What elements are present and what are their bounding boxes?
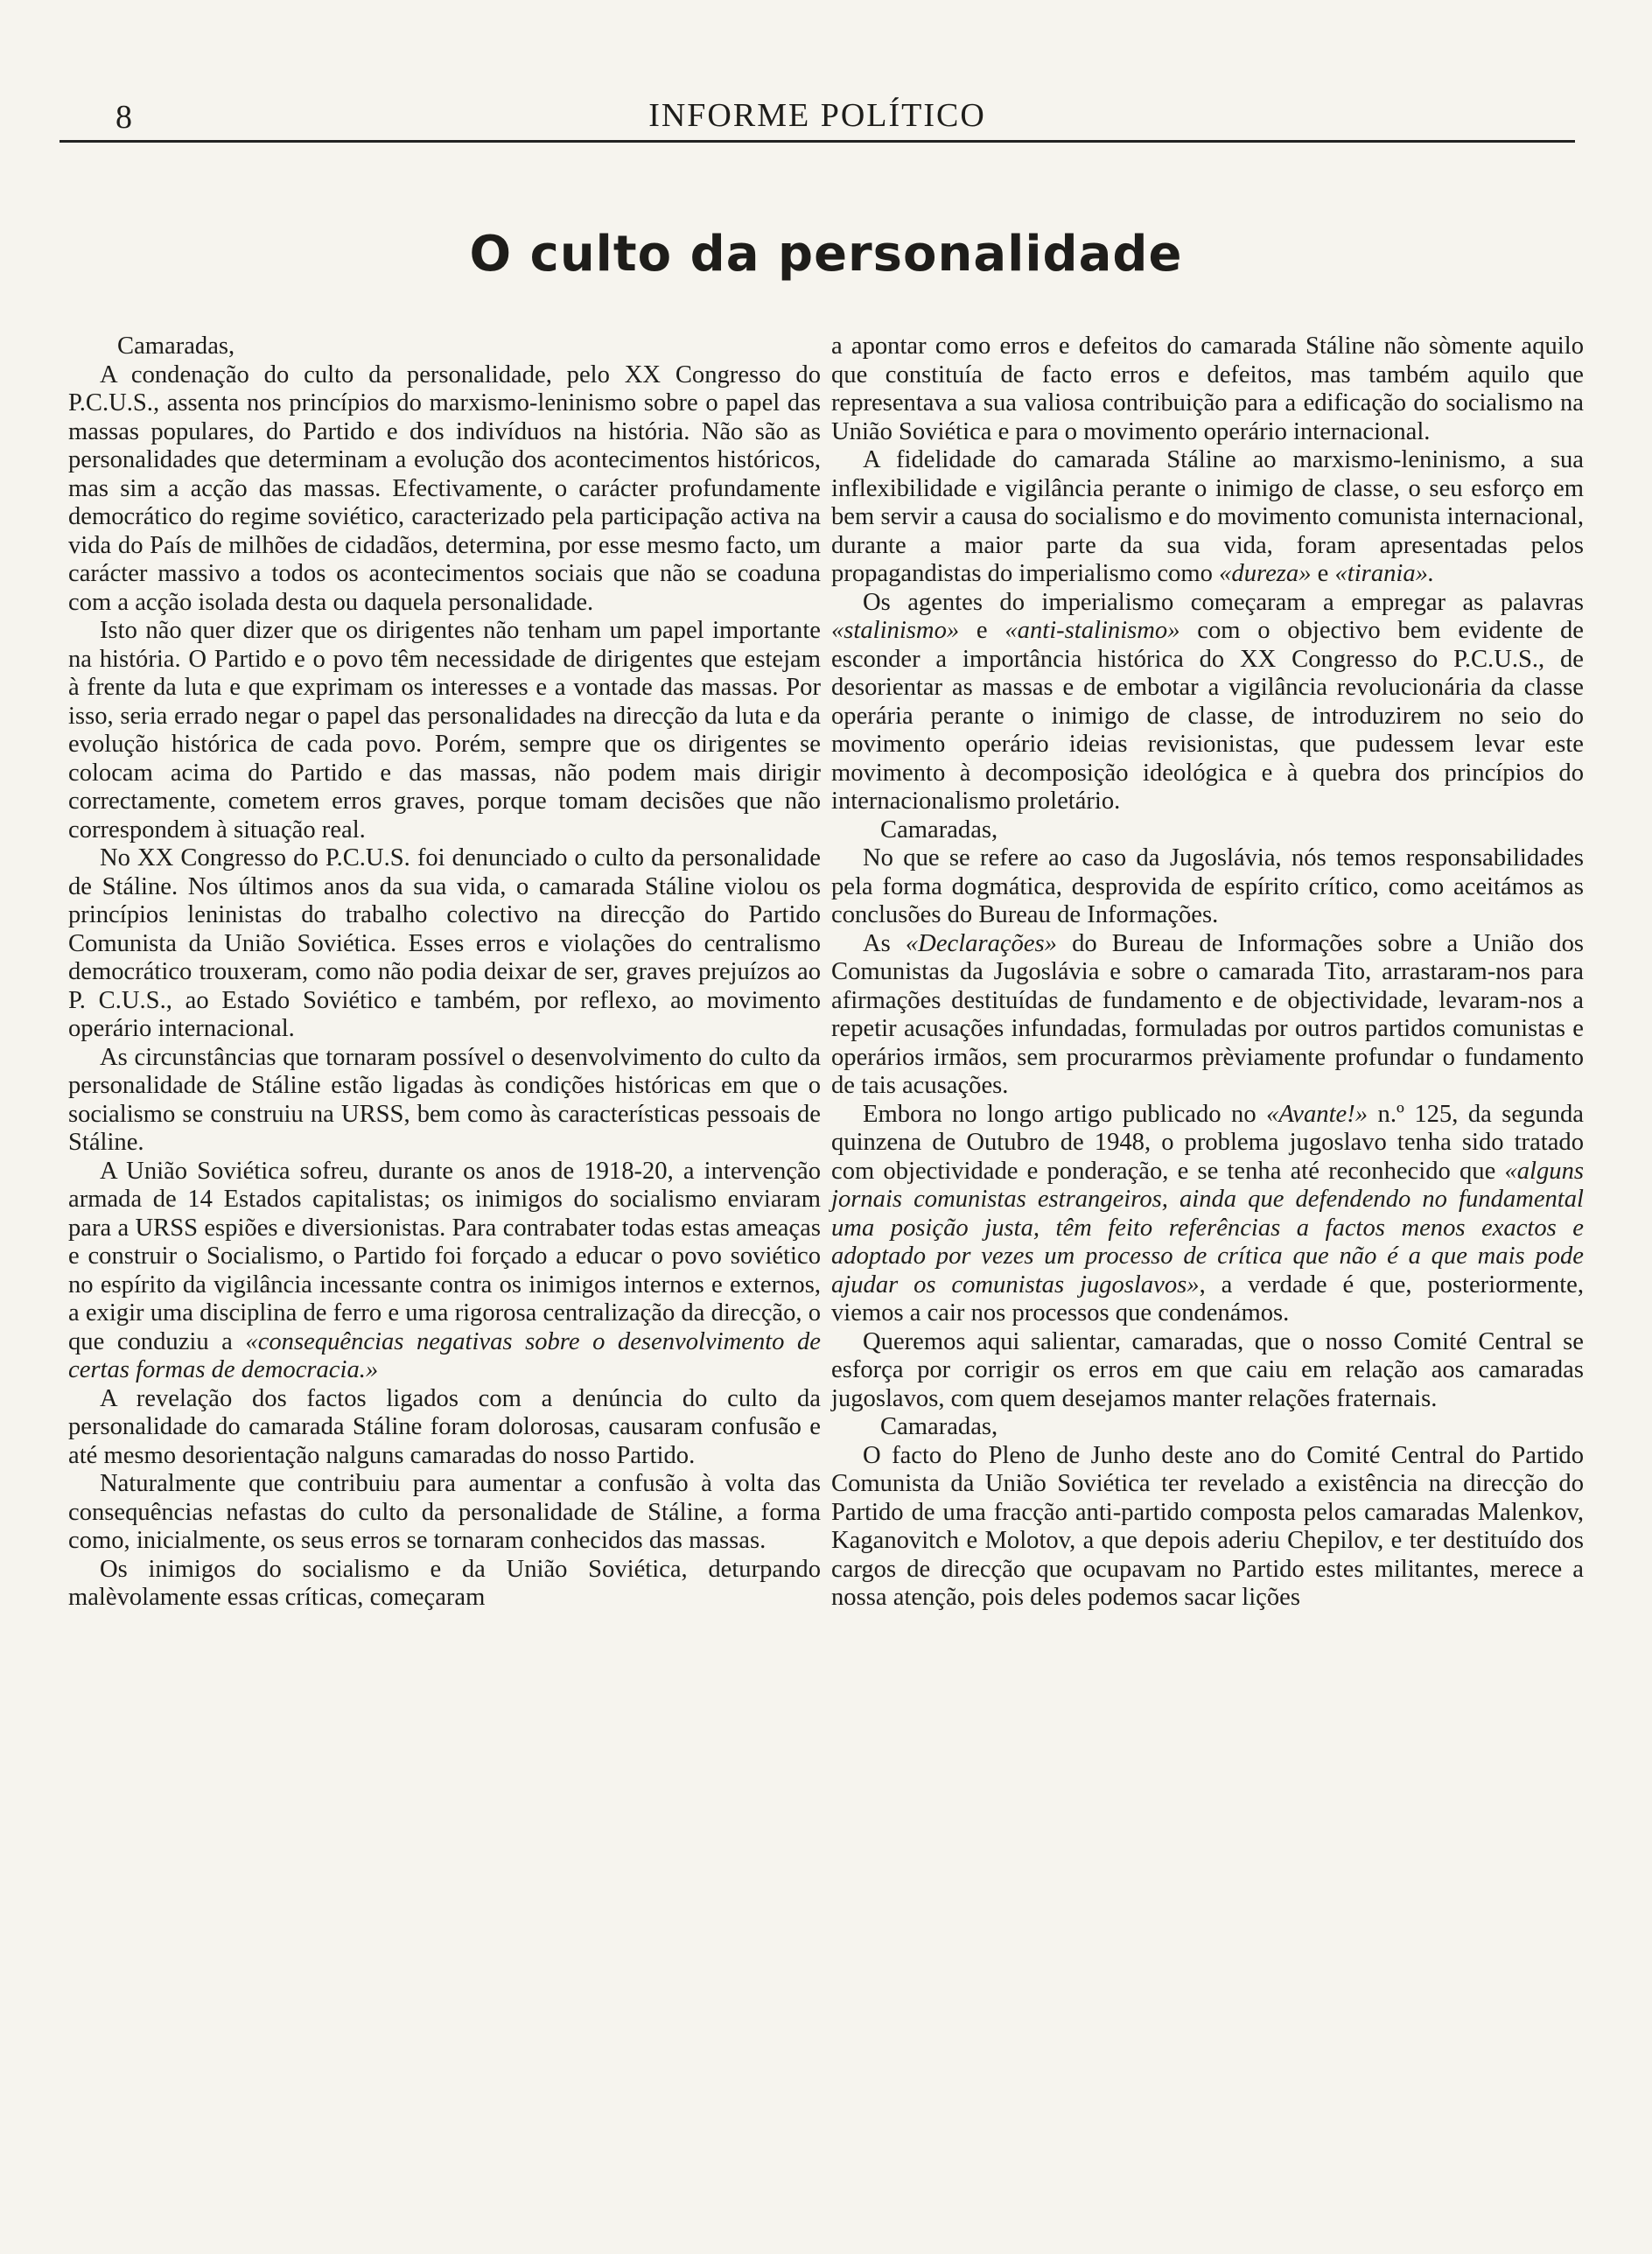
paragraph-text: , a verdade é que, posteriormente, viemos a cair nos processos que condenámos. [831,1270,1584,1326]
quoted-text: «anti-stalinismo» [1004,617,1180,644]
running-title: INFORME POLÍTICO [648,97,986,134]
paragraph [831,589,1584,816]
paragraph-text: No XX Congresso do P.C.U.S. foi denunciado o culto da personalidade de Stáline. Nos últimos anos da sua vida, o camarada Stáline violou os princípios leninistas do trabalho colectivo na direcção do Partido Comunista da União Soviética. Esses erros e violações do centralismo democrático trouxeram, como não podia deixar de ser, graves prejuízos ao P. C.U.S., ao Estado Soviético e também, por reflexo, ao movimento operário internacional. [68,844,821,1042]
paragraph [68,844,821,1044]
article-title: O culto da personalidade [469,226,1183,283]
right-column [831,332,1584,1613]
quoted-text: «stalinismo» [831,617,960,644]
page-header [60,94,1575,143]
salutation [68,332,821,361]
paragraph [68,361,821,618]
paragraph-text: As [863,929,906,957]
paragraph [831,332,1584,446]
paragraph-text: Camaradas, [880,1413,998,1440]
paragraph-text: Naturalmente que contribuiu para aumentar a confusão à volta das consequências nefastas do culto da personalidade de Stáline, a forma como, inicialmente, os seus erros se tornaram conhecidos das massas. [68,1470,821,1554]
paragraph [68,617,821,844]
paragraph-text: O facto do Pleno de Junho deste ano do Comité Central do Partido Comunista da União Soviética ter revelado a existência na direcção do Partido de uma fracção anti-partido composta pelos camaradas Malenkov, Kaganovitch e Molotov, a que depois aderiu Chepilov, e ter destituído dos cargos de direcção que ocupavam no Partido estes militantes, merece a nossa atenção, pois deles podemos sacar lições [831,1441,1584,1611]
paragraph-text: Camaradas, [117,332,235,360]
paragraph-text: Camaradas, [880,816,998,844]
paragraph-text: A União Soviética sofreu, durante os anos de 1918-20, a intervenção armada de 14 Estados capitalistas; os inimigos do socialismo enviaram para a URSS espiões e diversionistas. Para contrabater todas estas ameaças e construir o Socialismo, o Partido foi forçado a educar o povo soviético no espírito da vigilância incessante contra os inimigos internos e externos, a exigir uma disciplina de ferro e uma rigorosa centralização da direcção, o que conduziu a [68,1157,821,1355]
paragraph [831,844,1584,930]
quoted-text: «dureza» [1219,560,1312,587]
paragraph-text: do Bureau de Informações sobre a União dos Comunistas da Jugoslávia e sobre o camarada Tito, arrastaram-nos para afirmações destituídas de fundamento e de objectividade, levaram-nos a repetir acusações infundadas, formuladas por outros partidos comunistas e operários irmãos, sem procurarmos prèviamente profundar o fundamento de tais acusações. [831,929,1584,1099]
paragraph-text: A fidelidade do camarada Stáline ao marxismo-leninismo, a sua inflexibilidade e vigilância perante o inimigo de classe, o seu esforço em bem servir a causa do socialismo e do movimento comunista internacional, durante a maior parte da sua vida, foram apresentadas pelos propagandistas do imperialismo como [831,446,1584,587]
paragraph-text: No que se refere ao caso da Jugoslávia, nós temos responsabilidades pela forma dogmática, desprovida de espírito crítico, como aceitámos as conclusões do Bureau de Informações. [831,844,1584,928]
paragraph-text: Os inimigos do socialismo e da União Soviética, deturpando malèvolamente essas críticas, começaram [68,1555,821,1611]
paragraph [68,1470,821,1556]
quoted-text: «Declarações» [905,929,1057,957]
paragraph-text: a apontar como erros e defeitos do camarada Stáline não sòmente aquilo que constituía de facto erros e defeitos, mas também aquilo que representava a sua valiosa contribuição para a edificação do socialismo na União Soviética e para o movimento operário internacional. [831,332,1584,445]
quoted-text: «Avante!» [1266,1100,1368,1128]
paragraph [831,1442,1584,1613]
paragraph [831,446,1584,589]
paragraph-text: n.º 125, da segunda quinzena de Outubro de 1948, o problema jugoslavo tenha sido tratado com objectividade e ponderação, e se tenha até reconhecido que [831,1100,1584,1185]
paragraph-text: e [959,617,1005,644]
salutation [831,816,1584,845]
paragraph [68,1385,821,1471]
paragraph [831,1328,1584,1414]
paragraph [831,1101,1584,1328]
paragraph-text: com o objectivo bem evidente de esconder a importância histórica do XX Congresso do P.C.U.S., de desorientar as massas e de embotar a vigilância revolucionária da classe operária perante o inimigo de classe, de introduzirem no seio do movimento operário ideias revisionistas, que pudessem levar este movimento à decomposição ideológica e à quebra dos princípios do internacionalismo proletário. [831,617,1584,815]
paragraph-text: Queremos aqui salientar, camaradas, que o nosso Comité Central se esforça por corrigir os erros em que caiu em relação aos camaradas jugoslavos, com quem desejamos manter relações fraternais. [831,1327,1584,1412]
paragraph-text: A condenação do culto da personalidade, pelo XX Congresso do P.C.U.S., assenta nos princípios do marxismo-leninismo sobre o papel das massas populares, do Partido e dos indivíduos na história. Não são as personalidades que determinam a evolução dos acontecimentos históricos, mas sim a acção das massas. Efectivamente, o carácter profundamente democrático do regime soviético, caracterizado pela participação activa na vida do País de milhões de cidadãos, determina, por esse mesmo facto, um carácter massivo a todos os acontecimentos sociais que não se coaduna com a acção isolada desta ou daquela personalidade. [68,360,821,616]
paragraph-text: e [1311,560,1335,587]
paragraph [68,1158,821,1385]
quoted-text: «alguns jornais comunistas estrangeiros, ainda que defendendo no fundamental uma posição justa, têm feito referências a factos menos exactos e adoptado por vezes um processo de crítica que não é a que mais pode ajudar os comunistas jugoslavos» [831,1157,1584,1298]
paragraph-text: Isto não quer dizer que os dirigentes não tenham um papel importante na história. O Partido e o povo têm necessidade de dirigentes que estejam à frente da luta e que exprimam os interesses e a vontade das massas. Por isso, seria errado negar o papel das personalidades na direcção da luta e da evolução histórica de cada povo. Porém, sempre que os dirigentes se colocam acima do Partido e das massas, não podem mais dirigir correctamente, cometem erros graves, porque tomam decisões que não correspondem à situação real. [68,617,821,844]
quoted-text: «tirania». [1334,560,1435,587]
paragraph [68,1556,821,1613]
paragraph-text: Os agentes do imperialismo começaram a empregar as palavras [863,588,1584,616]
salutation [831,1413,1584,1442]
quoted-text: «consequências negativas sobre o desenvolvimento de certas formas de democracia.» [68,1327,821,1383]
paragraph-text: As circunstâncias que tornaram possível o desenvolvimento do culto da personalidade de Stáline estão ligadas às condições históricas em que o socialismo se construiu na URSS, bem como às características pessoais de Stáline. [68,1043,821,1156]
paragraph [831,930,1584,1101]
page-number: 8 [116,99,132,136]
left-column [68,332,821,1613]
paragraph [68,1044,821,1158]
paragraph-text: Embora no longo artigo publicado no [863,1100,1267,1128]
paragraph-text: A revelação dos factos ligados com a denúncia do culto da personalidade do camarada Stáline foram dolorosas, causaram confusão e até mesmo desorientação nalguns camaradas do nosso Partido. [68,1384,821,1469]
